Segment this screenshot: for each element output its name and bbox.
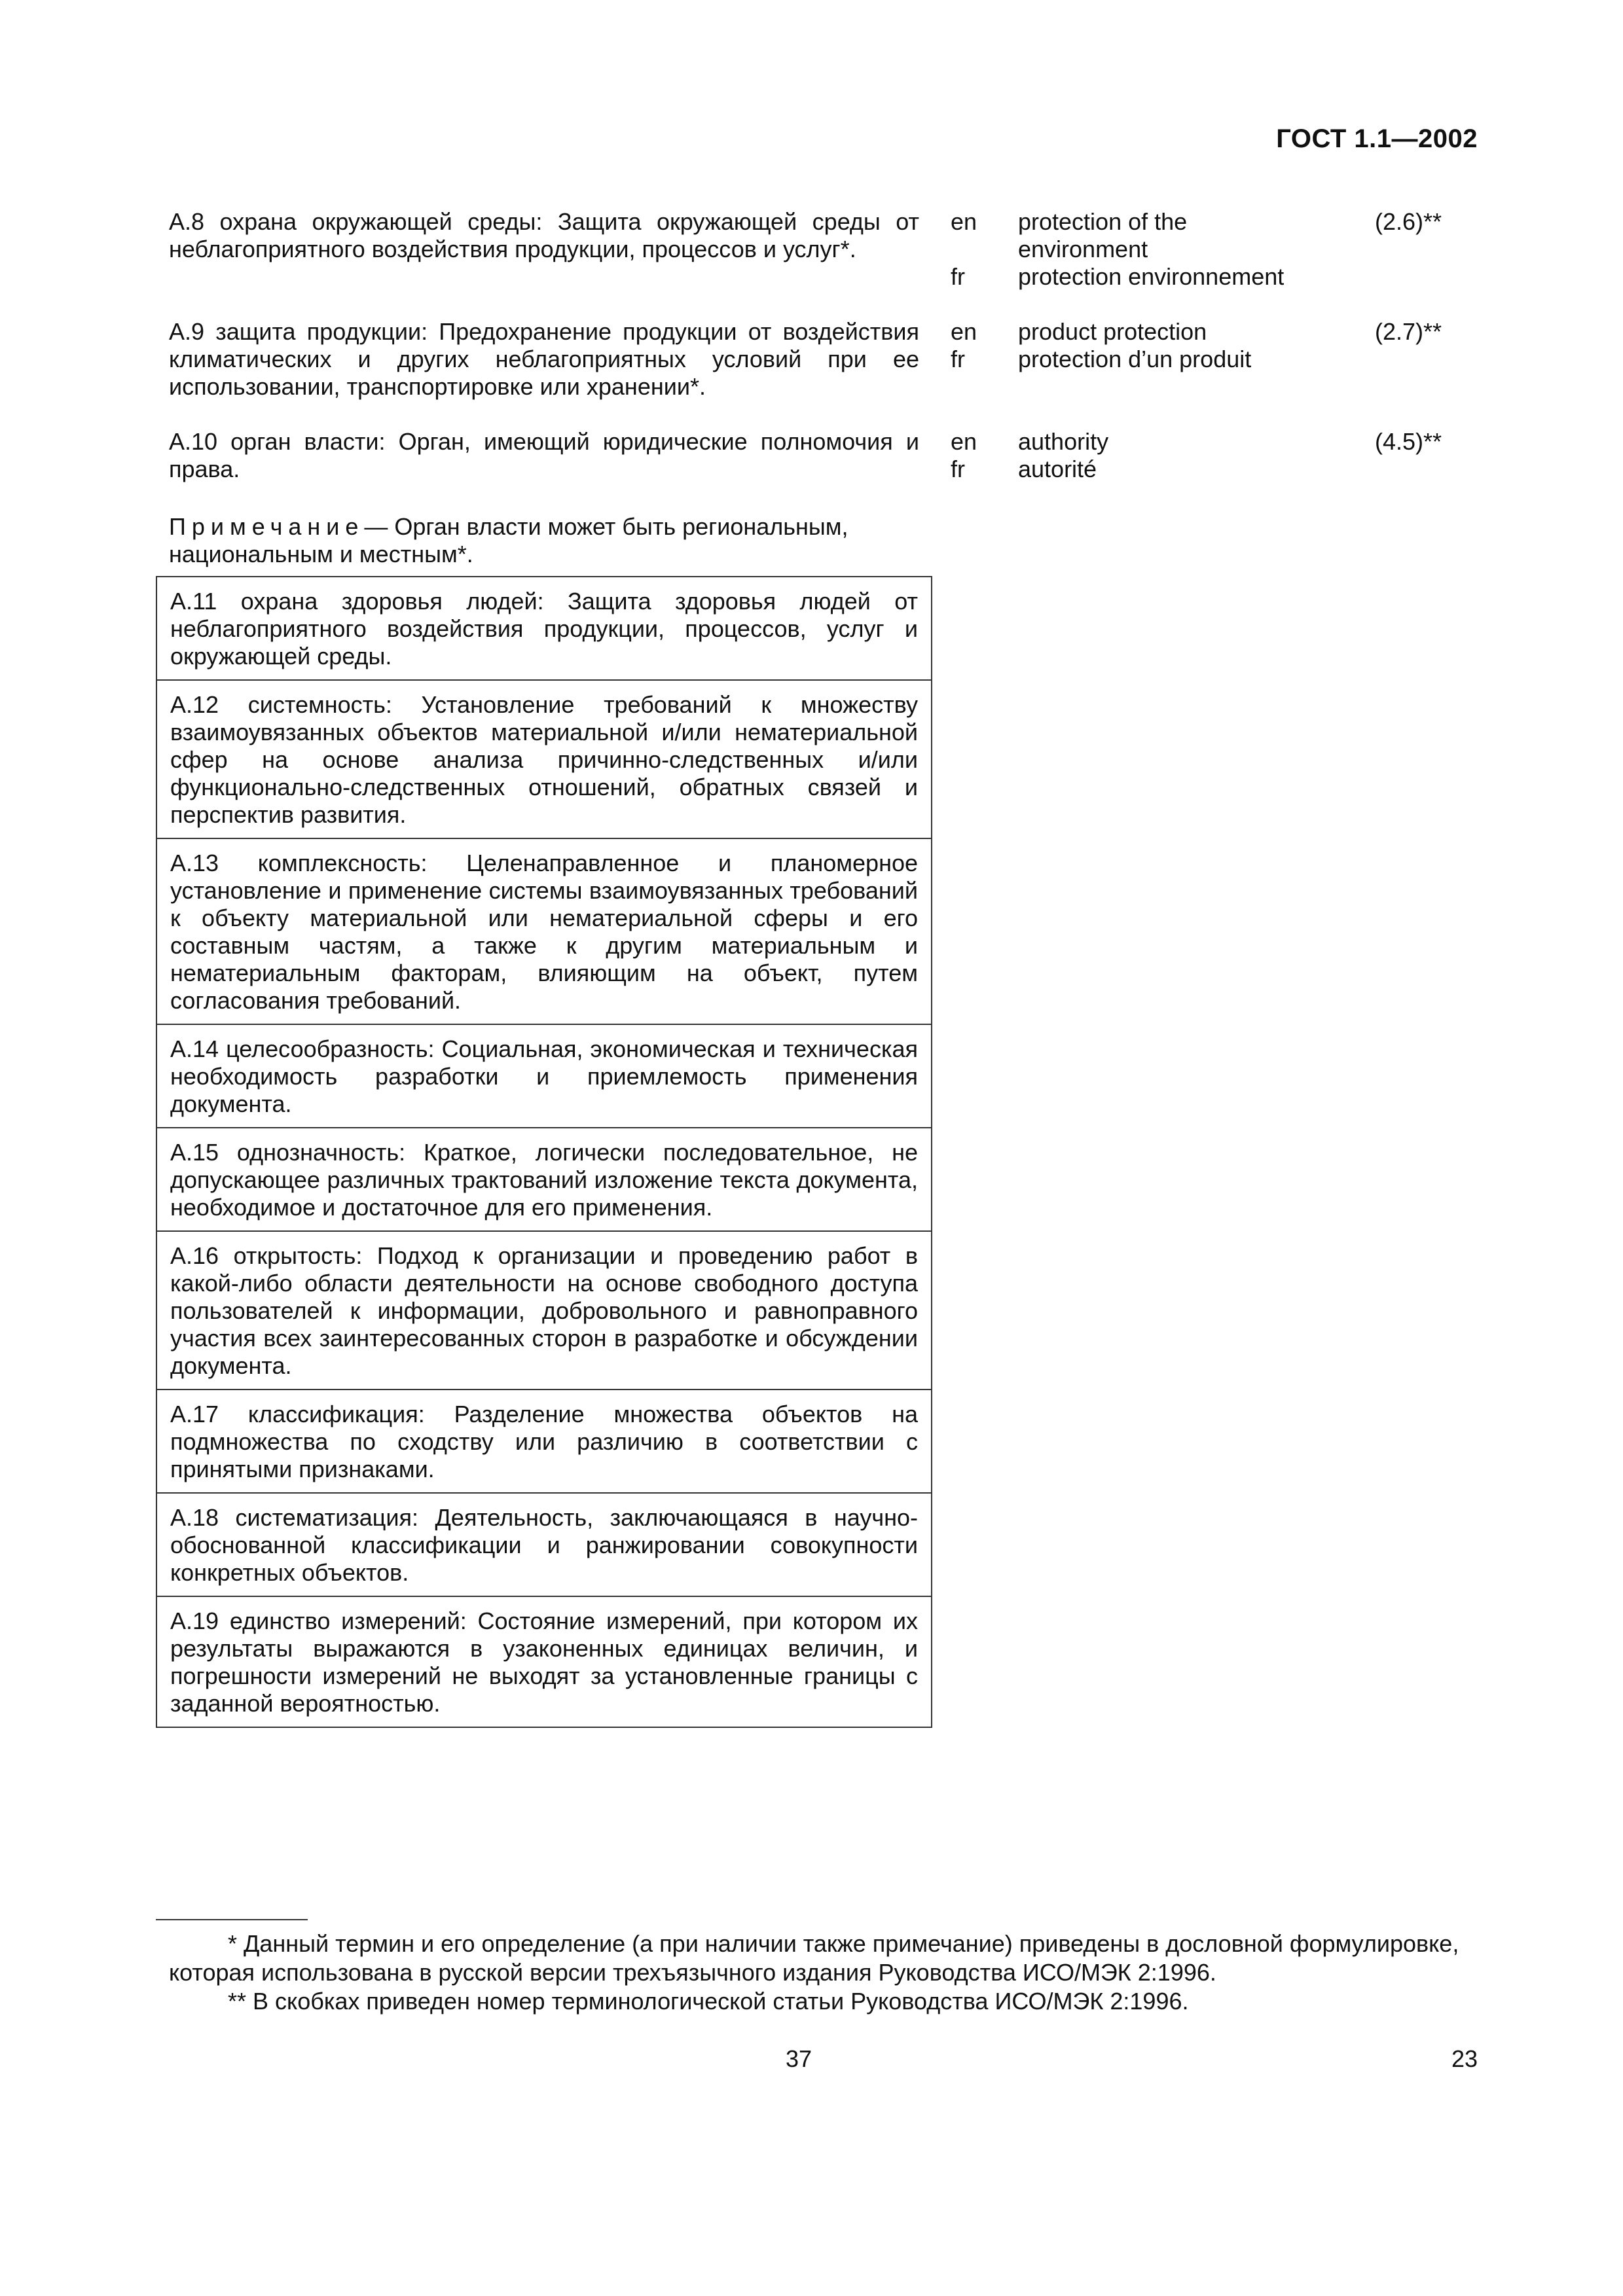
french-term: autorité — [1018, 456, 1097, 482]
page-number-right: 23 — [1451, 2045, 1478, 2072]
page-number-center: 37 — [786, 2045, 812, 2072]
iso-reference: (2.7)** — [1375, 318, 1442, 345]
boxed-term-a12: А.12 системность: Установление требований к множеству взаимоувязанных объектов материальной и/или нематериальной сфер на основе анализа причинно-следственных и/или функционально-следственных отношений, обратных связей и перспектив развития. — [157, 679, 931, 838]
term-equivalents — [1018, 318, 1345, 373]
boxed-term-a17: А.17 классификация: Разделение множества объектов на подмножества по сходству или различию в соответствии с принятыми признаками. — [157, 1389, 931, 1492]
footnote-double-asterisk: ** В скобках приведен номер терминологической статьи Руководства ИСО/МЭК 2:1996. — [228, 1988, 1189, 2015]
iso-reference: (4.5)** — [1375, 428, 1442, 455]
french-term: protection environnement — [1018, 263, 1285, 290]
lang-code-en: en — [951, 318, 977, 345]
lang-code-fr: fr — [951, 346, 965, 372]
language-codes — [951, 428, 990, 483]
boxed-term-a11: А.11 охрана здоровья людей: Защита здоровья людей от неблагоприятного воздействия продукции, процессов, услуг и окружающей среды. — [170, 588, 918, 670]
standard-code-header: ГОСТ 1.1—2002 — [1276, 124, 1478, 153]
term-definition: А.10 орган власти: Орган, имеющий юридические полномочия и права. — [169, 428, 919, 482]
language-codes — [951, 208, 990, 291]
note-label: Примечание — [169, 513, 365, 540]
footnote-divider — [156, 1919, 308, 1920]
term-equivalents — [1018, 428, 1345, 483]
english-term: product protection — [1018, 318, 1207, 345]
boxed-term-a16: А.16 открытость: Подход к организации и проведению работ в какой-либо области деятельности на основе свободного доступа пользователей к информации, добровольного и равноправного участия всех заинтересованных сторон в разработке и обсуждении документа. — [157, 1230, 931, 1389]
boxed-term-a13: А.13 комплексность: Целенаправленное и планомерное установление и применение системы взаимоувязанных требований к объекту материальной или нематериальной сферы и его составным частям, а также к другим материальным и нематериальным факторам, влияющим на объект, путем согласования требований. — [157, 838, 931, 1024]
footnotes — [169, 1929, 1478, 2016]
note-text: — Орган власти может быть региональным, национальным и местным*. — [169, 513, 848, 567]
iso-reference: (2.6)** — [1375, 208, 1442, 235]
english-term-continued: environment — [1018, 236, 1148, 262]
boxed-term-a15: А.15 однозначность: Краткое, логически последовательное, не допускающее различных трактований изложение текста документа, необходимое и достаточное для его применения. — [157, 1127, 931, 1230]
term-equivalents — [1018, 208, 1345, 291]
term-definition: А.9 защита продукции: Предохранение продукции от воздействия климатических и других неблагоприятных условий при ее использовании, транспортировке или хранении*. — [169, 318, 919, 400]
lang-code-en: en — [951, 208, 977, 235]
boxed-term-a18: А.18 систематизация: Деятельность, заключающаяся в научно-обоснованной классификации и ранжировании совокупности конкретных объектов. — [157, 1492, 931, 1596]
term-definition: А.8 охрана окружающей среды: Защита окружающей среды от неблагоприятного воздействия продукции, процессов и услуг*. — [169, 208, 919, 262]
note — [169, 513, 919, 568]
lang-code-fr: fr — [951, 456, 965, 482]
english-term: authority — [1018, 428, 1109, 455]
boxed-terms-table — [156, 576, 932, 1728]
language-codes — [951, 318, 990, 373]
english-term: protection of the — [1018, 208, 1188, 235]
footnote-single-asterisk: * Данный термин и его определение (а при наличии также примечание) приведены в дословной формулировке, которая использована в русской версии трехъязычного издания Руководства ИСО/МЭК 2:1996. — [169, 1930, 1459, 1986]
boxed-term-a14: А.14 целесообразность: Социальная, экономическая и техническая необходимость разработки и приемлемость применения документа. — [157, 1024, 931, 1127]
boxed-term-a19: А.19 единство измерений: Состояние измерений, при котором их результаты выражаются в узаконенных единицах величин, и погрешности измерений не выходят за установленные границы с заданной вероятностью. — [157, 1596, 931, 1727]
lang-code-en: en — [951, 428, 977, 455]
french-term: protection d’un produit — [1018, 346, 1252, 372]
lang-code-fr: fr — [951, 263, 965, 290]
